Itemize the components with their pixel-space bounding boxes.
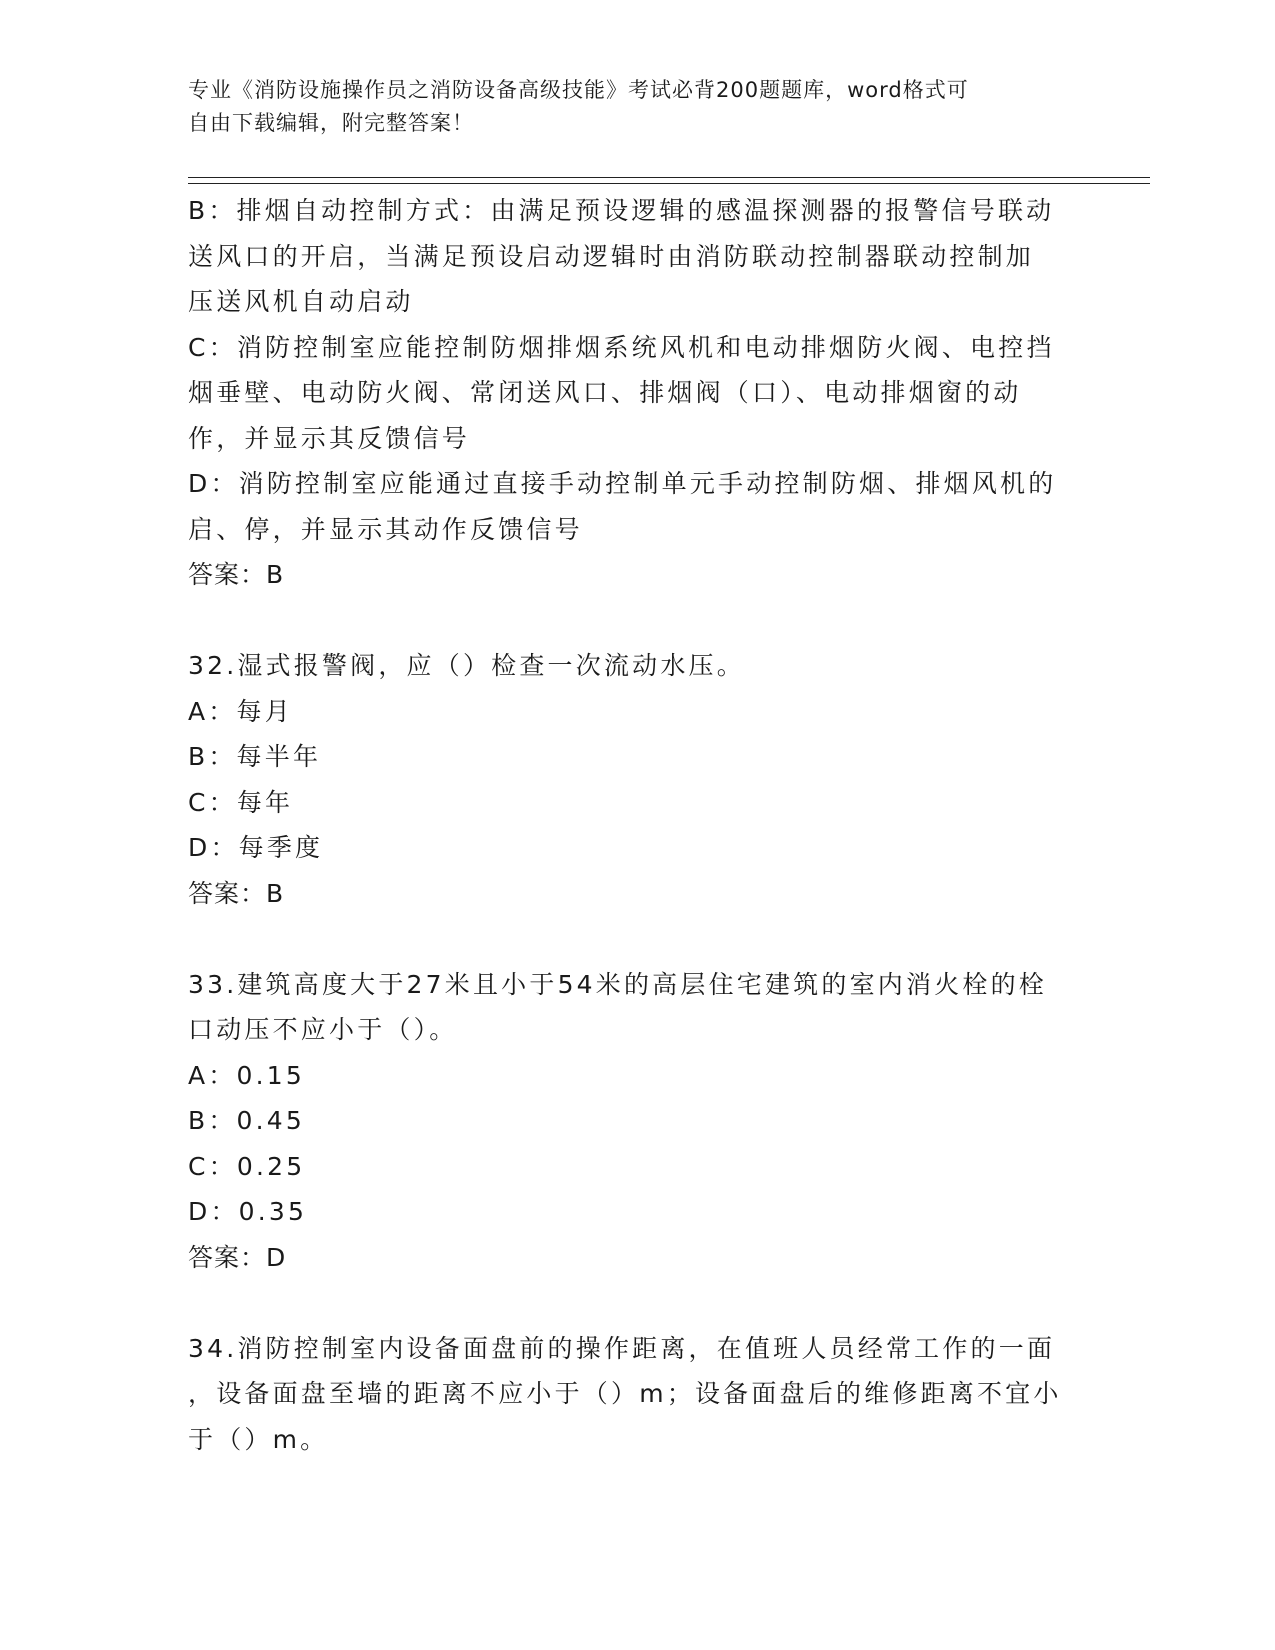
question-stem: 34.消防控制室内设备面盘前的操作距离，在值班人员经常工作的一面 (188, 1333, 1056, 1363)
option-c: C：每年 (188, 787, 294, 817)
option-b-line: 送风口的开启，当满足预设启动逻辑时由消防联动控制器联动控制加 (188, 241, 1035, 271)
option-b-line: B：排烟自动控制方式：由满足预设逻辑的感温探测器的报警信号联动 (188, 196, 1055, 225)
question-stem: 口动压不应小于（）。 (188, 1015, 458, 1044)
option-d-line: 启、停，并显示其动作反馈信号 (188, 514, 583, 544)
option-b-line: 压送风机自动启动 (188, 287, 414, 316)
question-31-tail (188, 188, 1088, 598)
document-body (188, 188, 1088, 1462)
question-stem: 于（）m。 (188, 1424, 329, 1454)
answer-line: 答案：B (188, 560, 285, 589)
document-header: 专业《消防设施操作员之消防设备高级技能》考试必背200题题库，word格式可 自由下载编辑，附完整答案！ (188, 78, 969, 135)
option-b: B：每半年 (188, 742, 322, 771)
option-c-line: 作，并显示其反馈信号 (188, 423, 471, 453)
option-a: A：0.15 (188, 1060, 305, 1090)
option-a: A：每月 (188, 696, 293, 726)
question-32 (188, 643, 1088, 916)
option-c: C：0.25 (188, 1151, 306, 1181)
question-stem: ，设备面盘至墙的距离不应小于（）m；设备面盘后的维修距离不宜小 (188, 1379, 1062, 1408)
option-d: D：0.35 (188, 1197, 308, 1226)
option-c-line: C：消防控制室应能控制防烟排烟系统风机和电动排烟防火阀、电控挡 (188, 332, 1055, 362)
question-stem: 32.湿式报警阀，应（）检查一次流动水压。 (188, 651, 745, 680)
option-d: D：每季度 (188, 833, 324, 862)
spacer (188, 916, 1088, 962)
question-33 (188, 962, 1088, 1281)
answer-line: 答案：D (188, 1242, 287, 1272)
option-d-line: D：消防控制室应能通过直接手动控制单元手动控制防烟、排烟风机的 (188, 469, 1057, 498)
spacer (188, 598, 1088, 644)
option-c-line: 烟垂壁、电动防火阀、常闭送风口、排烟阀（口）、电动排烟窗的动 (188, 378, 1022, 407)
answer-line: 答案：B (188, 878, 285, 908)
question-34 (188, 1326, 1088, 1463)
spacer (188, 1280, 1088, 1326)
question-stem: 33.建筑高度大于27米且小于54米的高层住宅建筑的室内消火栓的栓 (188, 969, 1047, 999)
option-b: B：0.45 (188, 1106, 306, 1135)
header-double-rule (188, 177, 1150, 184)
